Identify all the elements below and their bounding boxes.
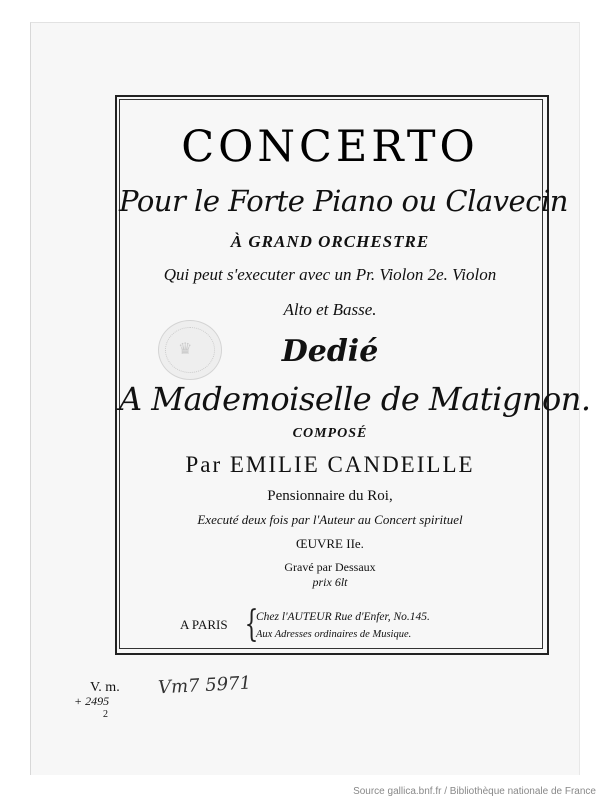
dedicatee: A Mademoiselle de Matignon.	[119, 380, 591, 418]
parts-line-1: Qui peut s'executer avec un Pr. Violon 2e. Violon	[163, 265, 497, 284]
imprint-address-2: Aux Adresses ordinaires de Musique.	[256, 629, 412, 640]
shelfmark-1: V. m.	[90, 680, 120, 695]
subtitle: Pour le Forte Piano ou Clavecin	[119, 184, 568, 218]
composer-name: Par EMILIE CANDEILLE	[185, 452, 475, 477]
price: prix 6lt	[312, 575, 348, 589]
composed-label: COMPOSÉ	[292, 426, 368, 441]
opus-number: ŒUVRE IIe.	[296, 536, 364, 551]
dedication-label: Dedié	[281, 334, 379, 369]
performance-note: Executé deux fois par l'Auteur au Concert spirituel	[197, 512, 463, 527]
imprint-city: A PARIS	[180, 617, 228, 632]
engraver: Gravé par Dessaux	[284, 560, 376, 574]
page-title: CONCERTO	[181, 122, 479, 172]
brace-icon: {	[244, 604, 259, 645]
shelfmark-2: + 2495	[74, 694, 110, 708]
parts-line-2: Alto et Basse.	[283, 300, 377, 319]
crown-icon: ♛	[178, 341, 193, 358]
composer-position: Pensionnaire du Roi,	[267, 488, 393, 504]
handwritten-shelfmark: Vm7 5971	[157, 672, 252, 699]
orchestra-line: À GRAND ORCHESTRE	[230, 232, 430, 251]
source-credit: Source gallica.bnf.fr / Bibliothèque nationale de France	[353, 786, 596, 797]
imprint-address-1: Chez l'AUTEUR Rue d'Enfer, No.145.	[256, 611, 430, 623]
shelfmark-3: 2	[103, 709, 108, 720]
